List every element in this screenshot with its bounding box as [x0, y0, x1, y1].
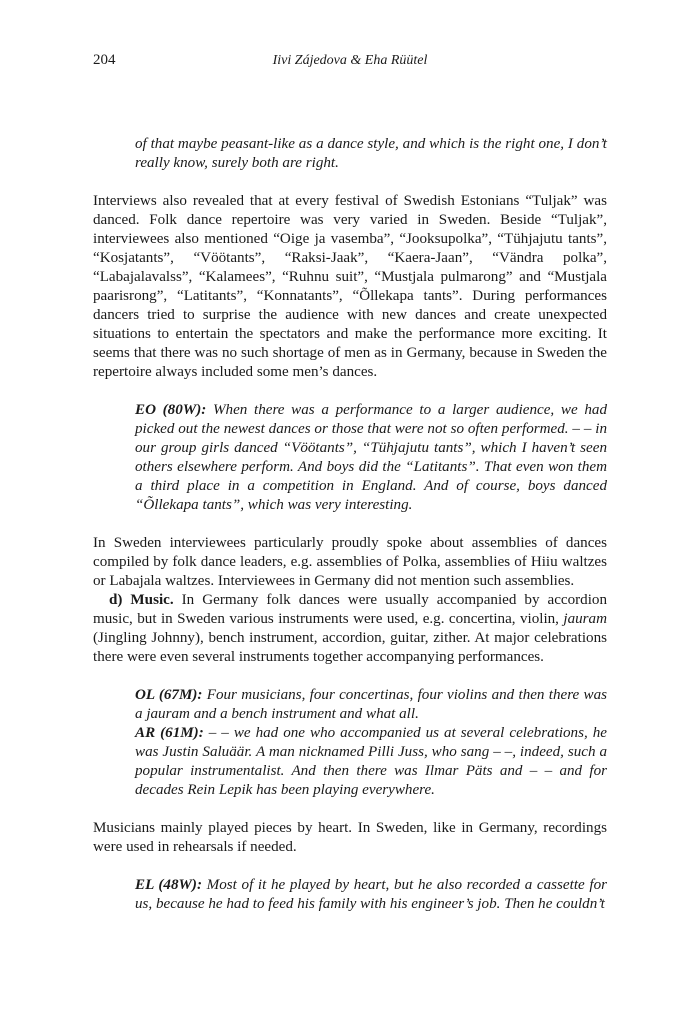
block-quote [93, 686, 607, 724]
body-paragraph: In Sweden interviewees particularly proudly spoke about assemblies of dances compiled by folk dance leaders, e.g. assemblies of Polka, assemblies of Hiiu waltzes or Labajala waltzes. Interviewees in Germany did not mention such assemblies. [93, 535, 607, 589]
body-paragraph: Musicians mainly played pieces by heart. In Sweden, like in Germany, recordings were used in rehearsals if needed. [93, 820, 607, 855]
body-paragraph [93, 591, 607, 667]
block-quote [93, 724, 607, 800]
quote-speaker: OL (67M): [135, 687, 203, 703]
italic-term: jauram [563, 611, 607, 627]
block-quote [93, 401, 607, 515]
quote-speaker: EL (48W): [135, 877, 202, 893]
paragraph-text: (Jingling Johnny), bench instrument, accordion, guitar, zither. At major celebrations there were even several instruments together accompanying performances. [93, 630, 607, 665]
quote-speaker: EO (80W): [135, 402, 207, 418]
quote-text: Most of it he played by heart, but he also recorded a cassette for us, because he had to feed his family with his engineer’s job. Then he couldn’t [135, 877, 607, 912]
running-head: Iivi Zájedova & Eha Rüütel [272, 53, 428, 68]
block-quote [93, 876, 607, 914]
body-paragraph: Interviews also revealed that at every festival of Swedish Estonians “Tuljak” was danced. Folk dance repertoire was very varied in Sweden. Beside “Tuljak”, interviewees also mentioned “Oige ja vasemba”, “Jooksupolka”, “Tühjajutu tants”, “Kosjatants”, “Vöötants”, “Raksi-Jaak”, “Kaera-Jaan”, “Vändra polka”, “Labajalavalss”, “Kalamees”, “Ruhnu suit”, “Mustjala pulmarong” and “Mustjala paarisrong”, “Latitants”, “Konnatants”, “Õllekapa tants”. During performances dancers tried to surprise the audience with new dances and create unexpected situations to entertain the spectators and make the performance more exciting. It seems that there was no such shortage of men as in Germany, because in Sweden the repertoire always included some men’s dances. [93, 193, 607, 380]
page-header [93, 52, 607, 72]
quote-text: When there was a performance to a larger audience, we had picked out the newest dances or those that were not so often performed. – – in our group girls danced “Vöötants”, “Tühjajutu tants”, which I haven’t seen others elsewhere perform. And boys did the “Latitants”. That even won them a third place in a competition in England. And of course, boys danced “Õllekapa tants”, which was very interesting. [135, 402, 607, 513]
quote-speaker: AR (61M): [135, 725, 204, 741]
page-body [93, 135, 607, 914]
quote-text: – – we had one who accompanied us at several celebrations, he was Justin Saluäär. A man nicknamed Pilli Juss, who sang – –, indeed, such a popular instrumentalist. And then there was Ilmar Päts and – – and for decades Rein Lepik has been playing everywhere. [135, 725, 607, 798]
page-number: 204 [93, 52, 116, 68]
paragraph-text: In Germany folk dances were usually accompanied by accordion music, but in Sweden various instruments were used, e.g. concertina, violin, [93, 592, 608, 627]
section-heading: d) Music. [109, 592, 174, 608]
block-quote: of that maybe peasant-like as a dance style, and which is the right one, I don’t really know, surely both are right. [135, 136, 607, 171]
quote-text: Four musicians, four concertinas, four violins and then there was a jauram and a bench instrument and what all. [135, 687, 607, 722]
